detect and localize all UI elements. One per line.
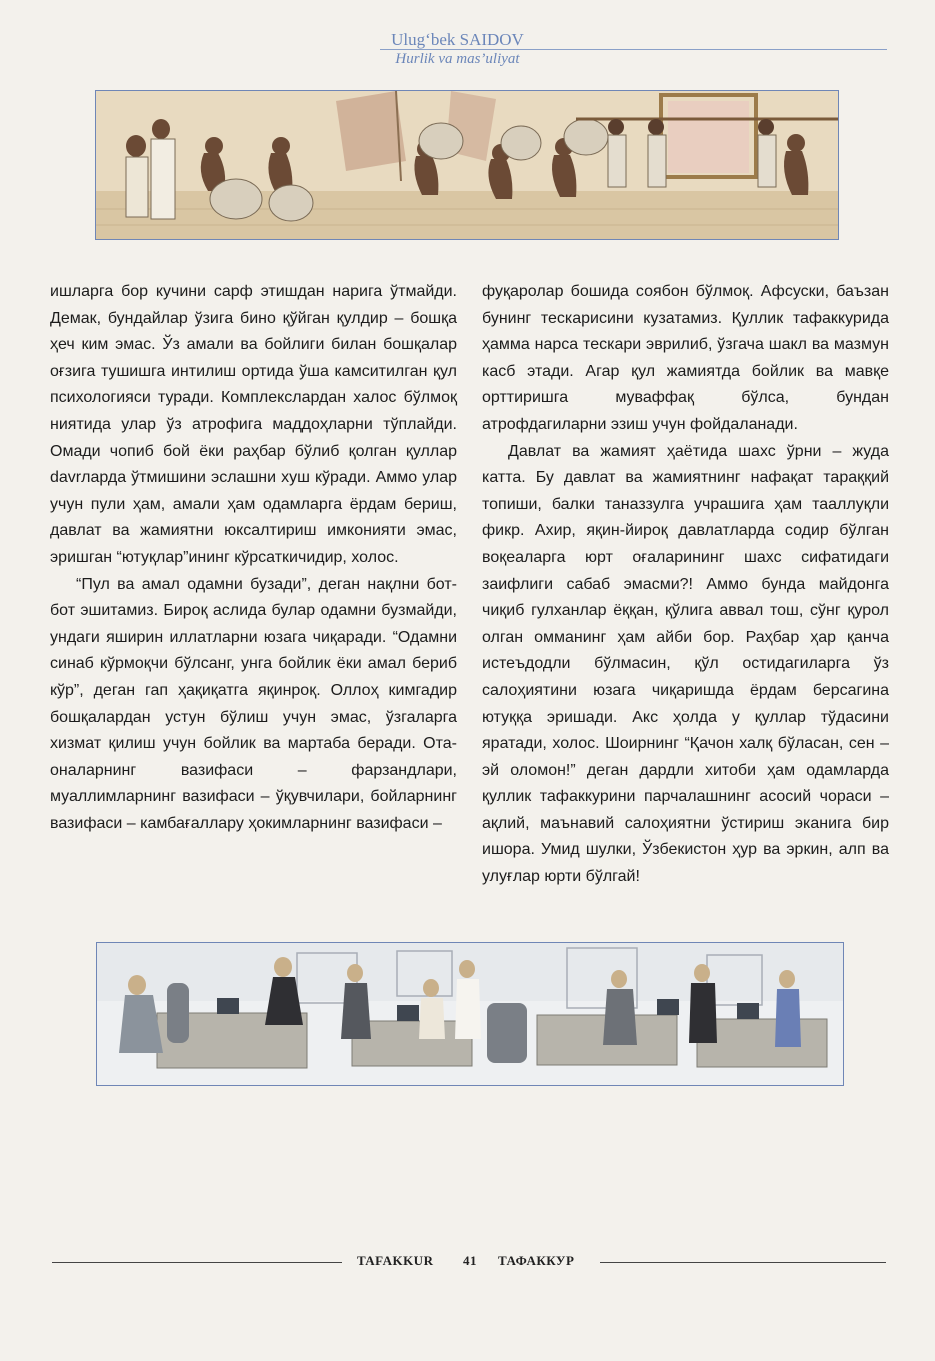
header-rule — [380, 49, 887, 50]
paragraph: “Пул ва амал одамни бузади”, деган нақлни бот-бот эшитамиз. Бироқ аслида булар одамни бузмайди, ундаги яширин иллатларни юзага чиқаради. “Одамни синаб кўрмоқчи бўлсанг, унга бойлик ёки амал бериб кўр”, деган гап ҳақиқатга яқинроқ. Оллоҳ кимгадир бошқалардан устун бўлиш учун эмас, ўзгаларга хизмат қилиш учун бойлик ва мартаба беради. Ота-оналарнинг вазифаси – фарзандлари, муаллимларнинг вазифаси – ўқувчилари, бойларнинг вазифаси – камбағаллару ҳокимларнинг вазифаси – — [50, 575, 457, 832]
page-number: 41 — [463, 1253, 477, 1268]
paragraph: Давлат ва жамият ҳаётида шахс ўрни – жуда катта. Бу давлат ва жамиятнинг нафақат тараққий топиши, балки таназзулга учрашига ҳам тааллуқли фикр. Ахир, яқин-йироқ давлатларда содир бўлган воқеаларга юрт оғаларининг шахс сифатидаги заифлиги сабаб эмасми?! Аммо бунда майдонга чиқиб гулханлар ёққан, қўлига аввал тош, сўнг қурол олган омманинг ҳам айби бор. Раҳбар ҳар қанча истеъдодли бўлмасин, қўл остидагиларга ўз салоҳиятини юзага чиқаришда ёрдам берсагина ютуққа эришади. Акс ҳолда у қуллар тўдасини яратади, холос. Шоирнинг “Қачон халқ бўласан, сен – эй оломон!” деган дардли хитоби ҳам одамларда қуллик тафаккурини парчалашнинг асосий чораси – ақлий, маънавий салоҳиятни ўстириш эканига бир ишора. Умид шулки, Ўзбекистон ҳур ва эркин, алп ва улуғлар юрти бўлгай! — [482, 442, 889, 886]
right-text-column — [482, 279, 889, 891]
page-footer — [0, 1250, 935, 1274]
slaves-carrying-loads-illustration — [95, 90, 839, 240]
office-illustration-drawing — [97, 943, 843, 1085]
article-title: Hurlik va mas’uliyat — [395, 51, 520, 67]
author-name: Ulug‘bek SAIDOV — [391, 30, 524, 49]
footer-magazine-latin: TAFAKKUR — [357, 1253, 434, 1268]
slaves-illustration-drawing — [96, 91, 838, 239]
footer-rule-left — [52, 1262, 342, 1263]
paragraph: ишларга бор кучини сарф этишдан нарига ўтмайди. Демак, бундайлар ўзига бино қўйган қулдир – бошқа ҳеч ким эмас. Ўз амали ва бойлиги билан бошқалар оғзига тушишга интилиш ортида ўша камситилган қул психологияси туради. Комплекслардан халос бўлмоқ ниятида улар ўз атрофига маддоҳларни тўплайди. Омади чопиб бой ёки раҳбар бўлиб қолган қуллар davrларда ўтмишини эслашни хуш кўради. Аммо улар учун пули ҳам, амали ҳам одамларга ёрдам бериш, давлат ва жамиятни юксалтириш имконияти эмас, эришган “ютуқлар”ининг кўрсаткичидир, холос. — [50, 283, 457, 566]
office-workers-illustration — [96, 942, 844, 1086]
left-text-column — [50, 279, 457, 837]
paragraph: фуқаролар бошида соябон бўлмоқ. Афсуски, баъзан бунинг тескарисини кузатамиз. Қуллик тафаккурида ҳамма нарса тескари эврилиб, ўзгача шакл ва мазмун касб этади. Агар қул жамиятда бойлик ва мавқе орттиришга муваффақ бўлса, бундан атрофдагиларни эзиш учун фойдаланади. — [482, 283, 889, 433]
footer-rule-right — [600, 1262, 886, 1263]
footer-magazine-cyrillic: ТАФАККУР — [498, 1253, 575, 1268]
page-header — [0, 0, 935, 80]
